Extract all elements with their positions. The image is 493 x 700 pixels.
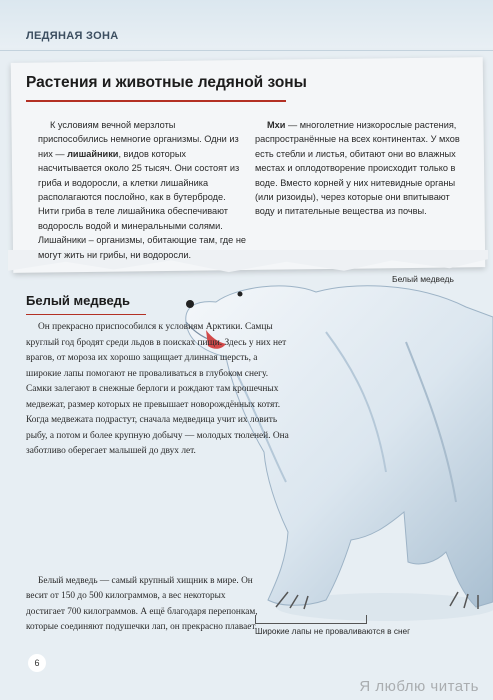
mosses-term: Мхи — [267, 120, 286, 130]
paw-pointer-bracket — [255, 615, 367, 624]
mosses-paragraph — [255, 118, 467, 219]
lichens-text-after: , видов которых насчитывается около 25 тысяч. Они состоят из гриба и водоросли, а клетки лишайника располагаются послойно, как в бутерброде. Нити гриба в теле лишайника обеспечивают водоросль водой и минеральными солями. Лишайники – организмы, обитающие там, где не могут жить ни грибы, ни водоросли. — [38, 148, 247, 260]
lichens-term: лишайники — [67, 148, 119, 159]
bear-image-caption: Белый медведь — [392, 274, 454, 284]
paw-caption: Широкие лапы не проваливаются в снег — [255, 626, 411, 636]
page-title: Растения и животные ледяной зоны — [26, 74, 307, 91]
bear-heading-underline — [26, 314, 146, 315]
watermark: Я люблю читать — [359, 678, 479, 695]
lichens-text-before: К условиям вечной мерзлоты приспособились немногие организмы. Одни из них — — [38, 120, 239, 159]
bear-paragraph: Он прекрасно приспособился к условиям Арктики. Самцы круглый год бродят среди льдов в поисках пищи. Здесь у них нет врагов, от мороза их хорошо защищает длинная шерсть, а широкие лапы помогают не проваливаться в глубоком снегу. Самки залегают в снежные берлоги и рождают там крошечных медвежат, размер которых не превышает новорождённых котят. Когда медвежата подрастут, сначала медведица учит их ловить рыбу, а потом и более крупную добычу — молодых тюленей. Она заботливо оберегает малышей до двух лет. — [26, 322, 289, 456]
header-divider — [0, 50, 493, 51]
section-title: ЛЕДЯНАЯ ЗОНА — [26, 30, 119, 42]
lichens-paragraph — [38, 118, 246, 262]
mosses-text: — многолетние низкорослые растения, распространённые на всех континентах. У мхов есть стебли и листья, обитают они во влажных местах и оплодотворение происходит только в воде. Вместо корней у них нитевидные органы (или ризоиды), через которые они впитывают воду и питательные вещества из почвы. — [255, 120, 460, 217]
bear-heading: Белый медведь — [26, 293, 130, 308]
page-number: 6 — [28, 654, 46, 672]
bear-fact-paragraph: Белый медведь — самый крупный хищник в мире. Он весит от 150 до 500 килограммов, а вес некоторых достигает 700 килограммов. А ещё благодаря перепонкам, которые соединяют подушечки лап, он прекрасно плавает. — [26, 576, 258, 633]
title-underline — [26, 100, 286, 102]
